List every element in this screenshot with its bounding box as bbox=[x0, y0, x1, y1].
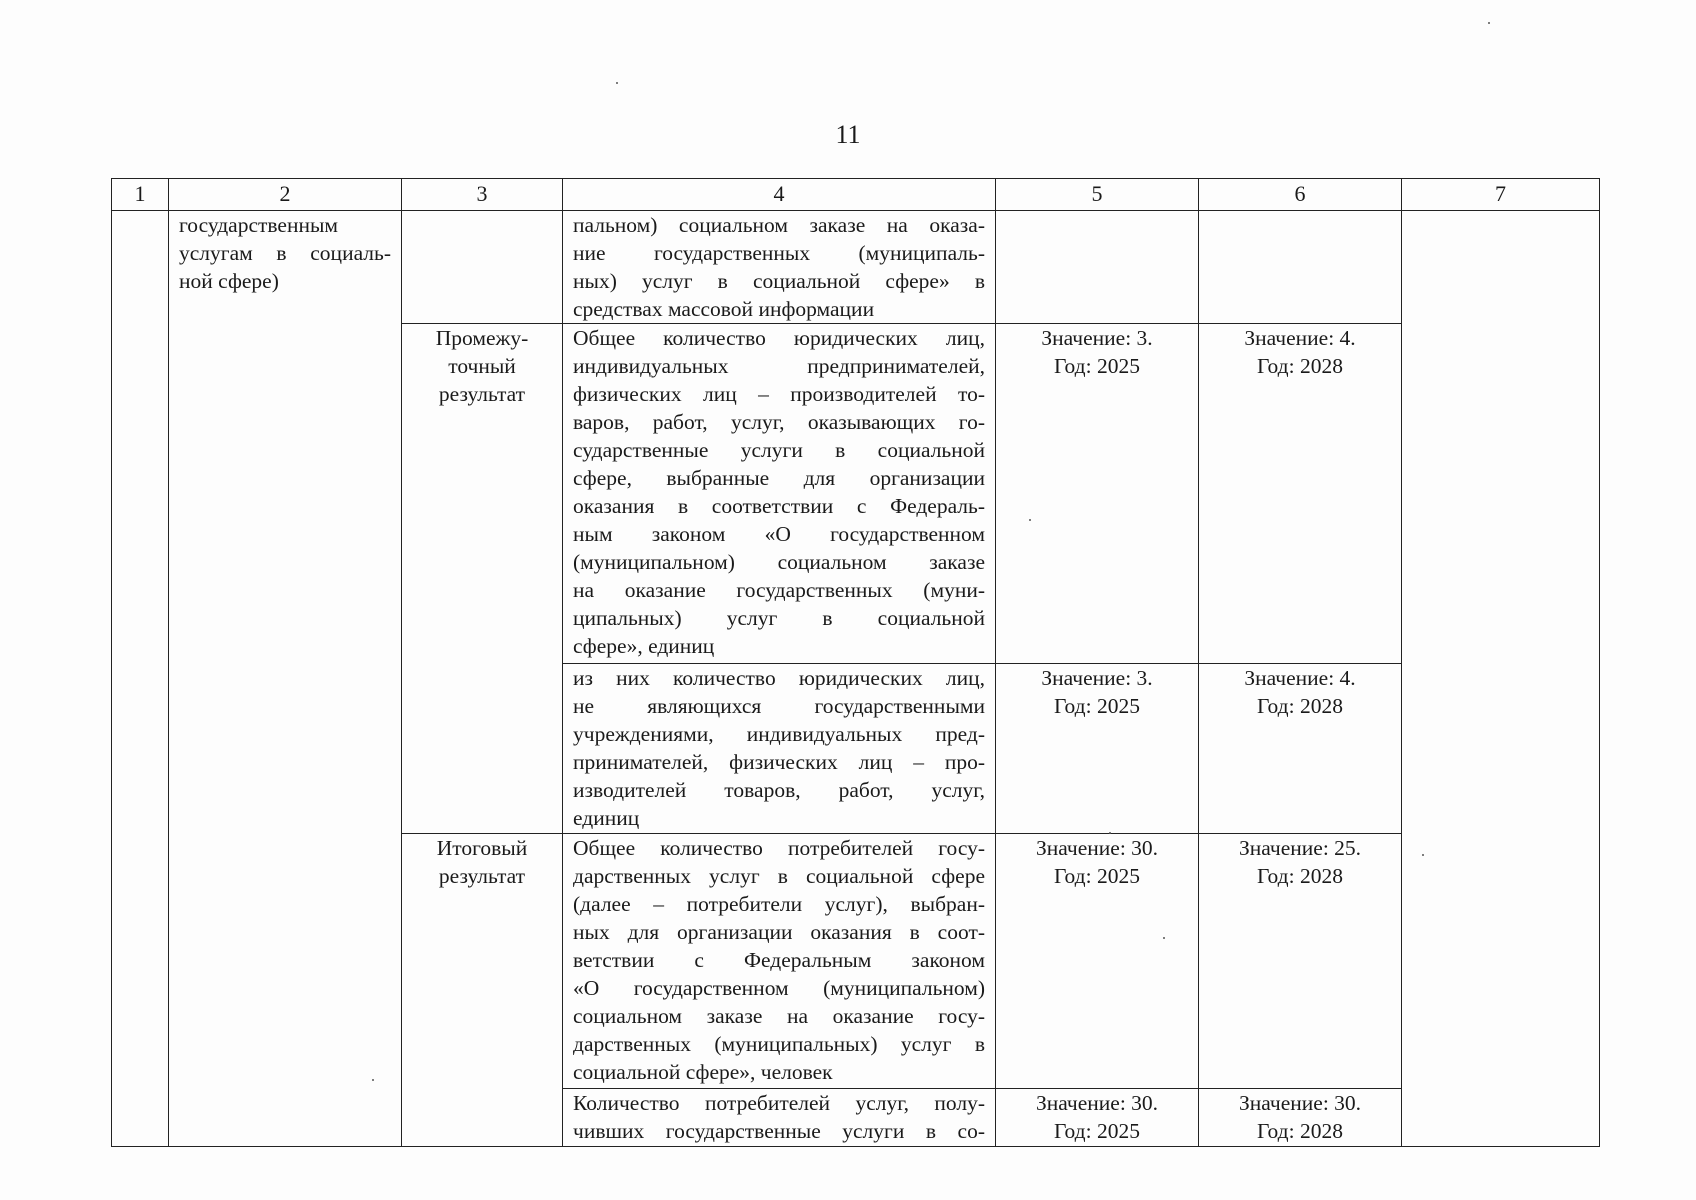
indicator-line: из них количество юридических лиц, bbox=[573, 666, 985, 690]
indicator-line: изводителей товаров, работ, услуг, bbox=[573, 778, 985, 802]
indicator-line: дарственных услуг в социальной сфере bbox=[573, 864, 985, 888]
indicator-line: социальном заказе на оказание госу- bbox=[573, 1004, 985, 1028]
scan-speck bbox=[616, 82, 618, 84]
indicator-line: социальной сфере», человек bbox=[573, 1060, 833, 1084]
value-line: Значение: 3. bbox=[1041, 326, 1153, 350]
scan-speck bbox=[1163, 937, 1165, 939]
indicator-line: индивидуальных предпринимателей, bbox=[573, 354, 985, 378]
indicator-line: ных для организации оказания в соот- bbox=[573, 920, 985, 944]
indicator-line: не являющихся государственными bbox=[573, 694, 985, 718]
indicator-line: (далее – потребители услуг), выбран- bbox=[573, 892, 985, 916]
base-value-cell bbox=[996, 1089, 1199, 1147]
target-value-cell bbox=[1199, 664, 1402, 834]
result-type-line: результат bbox=[438, 382, 526, 406]
indicator-line: единиц bbox=[573, 806, 640, 830]
year-line: Год: 2028 bbox=[1257, 864, 1343, 888]
indicator-line: (муниципальном) социальном заказе bbox=[573, 550, 985, 574]
indicator-line: пальном) социальном заказе на оказа- bbox=[573, 213, 985, 237]
col3-cell bbox=[402, 211, 563, 324]
year-line: Год: 2025 bbox=[1054, 354, 1140, 378]
result-type-cell bbox=[402, 324, 563, 834]
col2-cell bbox=[169, 211, 402, 1147]
header-cell: 3 bbox=[402, 179, 563, 211]
header-cell: 7 bbox=[1402, 179, 1600, 211]
indicator-line: Количество потребителей услуг, полу- bbox=[573, 1091, 985, 1115]
indicator-line: варов, работ, услуг, оказывающих го- bbox=[573, 410, 985, 434]
scan-speck bbox=[1109, 832, 1111, 834]
base-value-cell bbox=[996, 324, 1199, 664]
target-value-cell bbox=[1199, 834, 1402, 1089]
indicator-line: ных) услуг в социальной сфере» в bbox=[573, 269, 985, 293]
indicator-line: «О государственном (муниципальном) bbox=[573, 976, 985, 1000]
indicator-line: ние государственных (муниципаль- bbox=[573, 241, 985, 265]
year-line: Год: 2028 bbox=[1257, 1119, 1343, 1143]
col4-cell bbox=[563, 834, 996, 1089]
col5-cell bbox=[996, 211, 1199, 324]
table-row bbox=[112, 211, 1600, 324]
indicator-line: оказания в соответствии с Федераль- bbox=[573, 494, 985, 518]
year-line: Год: 2025 bbox=[1054, 1119, 1140, 1143]
year-line: Год: 2028 bbox=[1257, 694, 1343, 718]
indicator-line: сфере, выбранные для организации bbox=[573, 466, 985, 490]
indicator-line: учреждениями, индивидуальных пред- bbox=[573, 722, 985, 746]
value-line: Значение: 30. bbox=[1035, 836, 1159, 860]
indicator-line: сударственные услуги в социальной bbox=[573, 438, 985, 462]
col4-cell bbox=[563, 211, 996, 324]
page-number: 11 bbox=[835, 120, 861, 149]
value-line: Значение: 30. bbox=[1238, 1091, 1362, 1115]
indicator-line: чивших государственные услуги в со- bbox=[573, 1119, 985, 1143]
indicator-line: ветствии с Федеральным законом bbox=[573, 948, 985, 972]
value-line: Значение: 30. bbox=[1035, 1091, 1159, 1115]
result-type-line: Промежу- bbox=[435, 326, 529, 350]
scan-speck bbox=[1422, 854, 1424, 856]
value-line: Значение: 4. bbox=[1244, 326, 1356, 350]
value-line: Значение: 25. bbox=[1238, 836, 1362, 860]
goal-text-line: ной сфере) bbox=[179, 269, 279, 293]
year-line: Год: 2025 bbox=[1054, 864, 1140, 888]
year-line: Год: 2028 bbox=[1257, 354, 1343, 378]
indicator-line: сфере», единиц bbox=[573, 634, 715, 658]
col7-cell bbox=[1402, 211, 1600, 1147]
col4-cell bbox=[563, 324, 996, 664]
value-line: Значение: 4. bbox=[1244, 666, 1356, 690]
goal-text-line: государственным bbox=[179, 213, 339, 237]
result-type-line: Итоговый bbox=[436, 836, 528, 860]
indicator-line: ципальных) услуг в социальной bbox=[573, 606, 985, 630]
scan-speck bbox=[1488, 22, 1490, 24]
col6-cell bbox=[1199, 211, 1402, 324]
header-cell: 5 bbox=[996, 179, 1199, 211]
indicator-line: средствах массовой информации bbox=[573, 297, 875, 321]
indicator-line: дарственных (муниципальных) услуг в bbox=[573, 1032, 985, 1056]
header-cell: 4 bbox=[563, 179, 996, 211]
result-type-cell bbox=[402, 834, 563, 1147]
header-cell: 1 bbox=[112, 179, 169, 211]
result-type-line: результат bbox=[438, 864, 526, 888]
indicator-line: принимателей, физических лиц – про- bbox=[573, 750, 985, 774]
scan-speck bbox=[1029, 519, 1031, 521]
header-cell: 2 bbox=[169, 179, 402, 211]
base-value-cell bbox=[996, 664, 1199, 834]
header-row bbox=[112, 179, 1600, 211]
scan-speck bbox=[372, 1079, 374, 1081]
indicator-line: на оказание государственных (муни- bbox=[573, 578, 985, 602]
indicator-line: Общее количество юридических лиц, bbox=[573, 326, 985, 350]
year-line: Год: 2025 bbox=[1054, 694, 1140, 718]
value-line: Значение: 3. bbox=[1041, 666, 1153, 690]
col4-cell bbox=[563, 664, 996, 834]
indicator-line: Общее количество потребителей госу- bbox=[573, 836, 985, 860]
target-value-cell bbox=[1199, 324, 1402, 664]
target-value-cell bbox=[1199, 1089, 1402, 1147]
goal-text-line: услугам в социаль- bbox=[179, 241, 391, 265]
col4-cell bbox=[563, 1089, 996, 1147]
header-cell: 6 bbox=[1199, 179, 1402, 211]
result-type-line: точный bbox=[448, 354, 516, 378]
indicators-table bbox=[111, 178, 1600, 1147]
indicator-line: физических лиц – производителей то- bbox=[573, 382, 985, 406]
base-value-cell bbox=[996, 834, 1199, 1089]
col1-cell bbox=[112, 211, 169, 1147]
indicator-line: ным законом «О государственном bbox=[573, 522, 985, 546]
